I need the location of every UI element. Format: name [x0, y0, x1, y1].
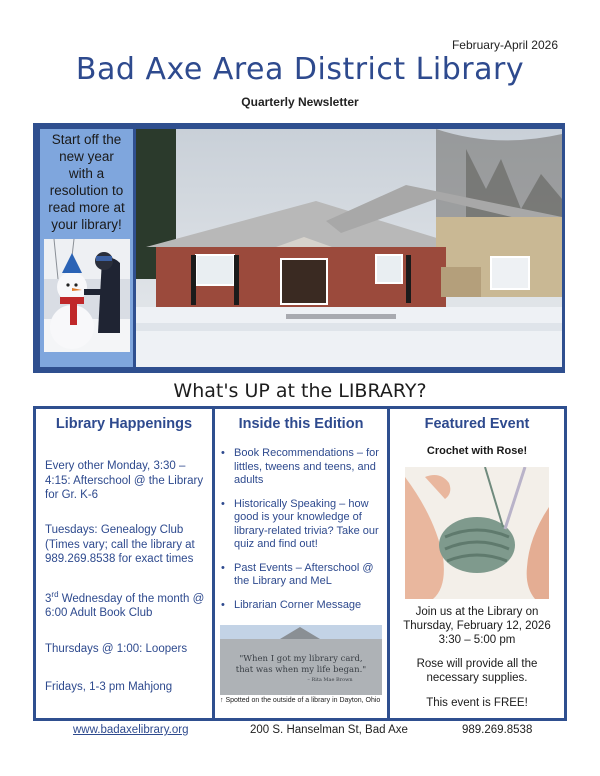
happening-item: Fridays, 1-3 pm Mahjong	[45, 681, 173, 693]
edition-item-text: Librarian Corner Message	[234, 598, 362, 611]
quote-line: resolution to	[49, 183, 124, 198]
bullet-icon: •	[221, 497, 225, 510]
event-title: Crochet with Rose!	[426, 445, 528, 457]
sign-text: – Rita Mae Brown	[307, 677, 353, 683]
event-line: Rose will provide all the	[416, 658, 538, 670]
bullet-icon: •	[221, 561, 225, 574]
quote-line: new year	[59, 149, 114, 164]
edition-item-text: Book Recommendations – for littles, tweens and teens, and adults	[234, 447, 379, 486]
section-heading: What's UP at the LIBRARY?	[173, 380, 427, 402]
inside-edition-column	[215, 409, 390, 718]
footer	[0, 724, 600, 740]
library-phone: 989.269.8538	[462, 724, 533, 736]
event-time: 3:30 – 5:00 pm	[438, 634, 516, 646]
inside-edition-heading: Inside this Edition	[238, 416, 364, 432]
edition-item	[221, 498, 383, 552]
edition-item	[221, 562, 383, 589]
quote-line: read more at	[48, 200, 125, 215]
ordinal-suffix: rd	[51, 590, 59, 599]
library-sign-photo	[220, 625, 382, 695]
quote-line: your library!	[51, 217, 122, 232]
library-photo	[136, 129, 562, 367]
edition-item	[221, 447, 383, 488]
event-free-note: This event is FREE!	[426, 697, 528, 709]
library-happenings-column	[36, 409, 215, 718]
happening-item-text: Wednesday of the month @ 6:00 Adult Book Club	[45, 592, 205, 620]
website-link[interactable]: www.badaxelibrary.org	[73, 724, 189, 736]
bullet-icon: •	[221, 598, 225, 611]
featured-event-heading: Featured Event	[424, 416, 530, 432]
happening-item: Thursdays @ 1:00: Loopers	[45, 643, 188, 655]
bullet-icon: •	[221, 447, 225, 459]
hero-quote	[40, 131, 133, 233]
columns-box	[33, 406, 567, 721]
hero-banner	[33, 123, 565, 373]
happening-item: Every other Monday, 3:30 – 4:15: Afterschool @ the Library for Gr. K-6	[45, 460, 204, 501]
newsletter-title: Bad Axe Area District Library	[75, 52, 525, 87]
sign-text: "When I got my library card,	[239, 654, 363, 664]
edition-item-text: Past Events – Afterschool @ the Library and MeL	[234, 561, 374, 587]
library-address: 200 S. Hanselman St, Bad Axe	[250, 724, 408, 736]
happening-item: Tuesdays: Genealogy Club (Times vary; call the library at 989.269.8538 for exact times	[45, 524, 195, 565]
hero-quote-panel	[40, 129, 133, 367]
edition-item-text: Historically Speaking – how good is your knowledge of library-related trivia? Take our quiz and find out!	[234, 497, 379, 550]
quote-line: with a	[68, 166, 105, 181]
event-date: Thursday, February 12, 2026	[403, 620, 551, 632]
event-line: necessary supplies.	[426, 672, 528, 684]
newsletter-subtitle: Quarterly Newsletter	[241, 95, 359, 109]
sign-text: that was when my life began."	[235, 665, 367, 675]
edition-item	[221, 599, 383, 613]
crochet-photo	[405, 467, 549, 599]
happening-item	[45, 588, 207, 621]
quote-line: Start off the	[51, 132, 122, 147]
library-happenings-heading: Library Happenings	[55, 416, 193, 432]
ordinal-number: 3	[45, 592, 52, 605]
edition-list	[221, 447, 383, 622]
event-line: Join us at the Library on	[415, 606, 539, 618]
snowman-photo	[44, 239, 130, 352]
sign-caption: ↑ Spotted on the outside of a library in Dayton, Ohio	[220, 697, 381, 704]
featured-event-column	[390, 409, 564, 718]
date-range: February-April 2026	[451, 38, 558, 52]
